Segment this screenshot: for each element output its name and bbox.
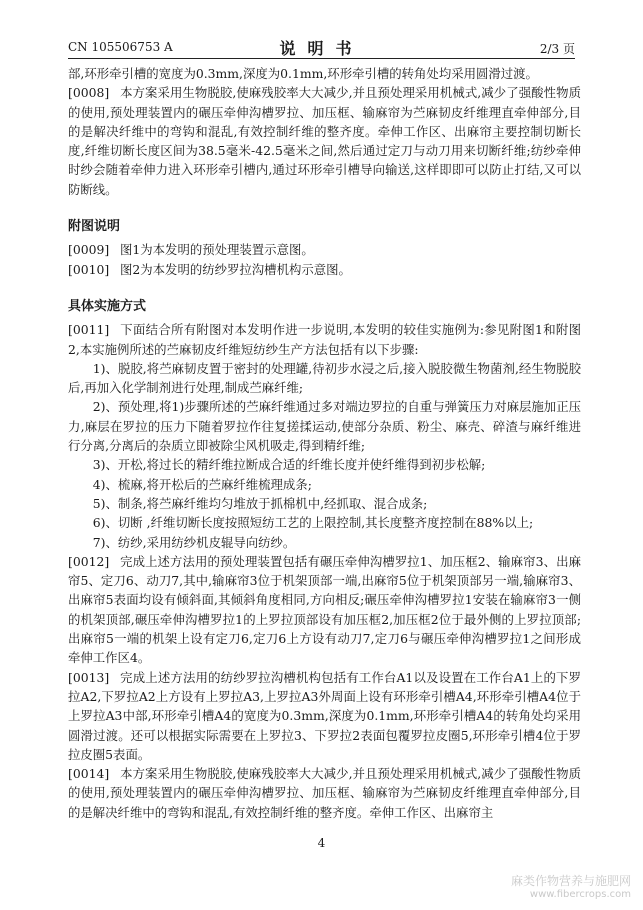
paragraph-number: [0014] [68,766,110,782]
paragraph-number: [0010] [68,261,110,277]
page-number: 4 [317,836,326,850]
paragraph-number: [0008] [68,85,110,101]
page-header [68,38,575,56]
paragraph-text: 完成上述方法用的纺纱罗拉沟槽机构包括有工作台A1以及设置在工作台A1上的下罗拉A2,下罗拉A2上方设有上罗拉A3,上罗拉A3外周面上设有环形牵引槽A4,环形牵引槽A4位于上罗拉A3中部,环形牵引槽A4的宽度为0.3mm,深度为0.1mm,环形牵引槽A4的转角处均采用圆滑过渡。还可以根据实际需要在上罗拉3、下罗拉2表面包覆罗拉皮圈5,环形牵引槽4位于罗拉皮圈5表面。 [68,669,581,762]
paragraph: 2)、预处理,将1)步骤所述的苎麻纤维通过多对端边罗拉的自重与弹簧压力对麻层施加正压力,麻层在罗拉的压力下随着罗拉作往复搓揉运动,使部分杂质、粉尘、麻壳、碎渣与麻纤维进行分离,分离后的杂质立即被除尘风机吸走,得到精纤维; [68,399,581,454]
paragraph [68,320,581,359]
paragraph-text: 完成上述方法用的预处理装置包括有碾压牵伸沟槽罗拉1、加压框2、输麻帘3、出麻帘5、定刀6、动刀7,其中,输麻帘3位于机架顶部一端,出麻帘5位于机架顶部另一端,输麻帘3、出麻帘5表面均设有倾斜面,其倾斜角度相同,方向相反;碾压牵伸沟槽罗拉1安装在输麻帘3一侧的机架顶部,碾压牵伸沟槽罗拉1的上罗拉顶部设有加压框2,加压框2位于最外侧的上罗拉顶部;出麻帘5一端的机架上设有定刀6,定刀6上方设有动刀7,定刀6与碾压牵伸沟槽罗拉1之间形成牵伸工作区4。 [68,553,581,666]
paragraph [68,83,581,199]
watermark-text: 麻类作物营养与施肥网 [510,874,631,888]
patent-number: CN 105506753 A [68,40,173,54]
page-indicator: 2/3 页 [539,42,575,56]
document-body [68,64,581,822]
watermark-url: www.fibercrops.com [529,889,631,900]
paragraph [68,240,581,259]
paragraph-text: 图1为本发明的预处理装置示意图。 [120,242,314,258]
watermark [511,874,631,902]
paragraph-text: 本方案采用生物脱胶,使麻残胶率大大减少,并且预处理采用机械式,减少了强酸性物质的使用,预处理装置内的碾压牵伸沟槽罗拉、加压框、输麻帘为苎麻韧皮纤维理直牵伸部分,目的是解决纤维中的弯钩和混乱,有效控制纤维的整齐度。牵伸工作区、出麻帘主 [68,766,581,820]
paragraph [68,764,581,822]
paragraph: 部,环形牵引槽的宽度为0.3mm,深度为0.1mm,环形牵引槽的转角处均采用圆滑过渡。 [68,66,538,81]
document-title: 说明书 [279,39,364,58]
paragraph-number: [0011] [68,322,110,338]
paragraph: 4)、梳麻,将开松后的苎麻纤维梳理成条; [92,476,312,492]
section-heading: 附图说明 [68,219,121,235]
paragraph-text: 本方案采用生物脱胶,使麻残胶率大大减少,并且预处理采用机械式,减少了强酸性物质的使用,预处理装置内的碾压牵伸沟槽罗拉、加压框、输麻帘为苎麻韧皮纤维理直牵伸部分,目的是解决纤维中的弯钩和混乱,有效控制纤维的整齐度。牵伸工作区、出麻帘主要控制切断长度,纤维切断长度区间为38.5毫米-42.5毫米之间,然后通过定刀与动刀用来切断纤维;纺纱牵伸时纱会随着牵伸力进入环形牵引槽内,通过环形牵引槽导向输送,这样即即可以防止打结,又可以防断线。 [68,85,581,197]
paragraph: 5)、制条,将苎麻纤维均匀堆放于抓棉机中,经抓取、混合成条; [92,495,428,511]
paragraph: 3)、开松,将过长的精纤维拉断成合适的纤维长度并使纤维得到初步松解; [92,457,486,473]
paragraph-text: 图2为本发明的纺纱罗拉沟槽机构示意图。 [120,261,351,277]
paragraph: 6)、切断 ,纤维切断长度按照短纺工艺的上限控制,其长度整齐度控制在88%以上; [92,515,534,531]
paragraph [68,552,581,668]
paragraph-text: 下面结合所有附图对本发明作进一步说明,本发明的较佳实施例为:参见附图1和附图2,本实施例所述的苎麻韧皮纤维短纺纱生产方法包括有以下步骤: [68,322,581,357]
section-heading: 具体实施方式 [68,298,147,314]
paragraph-number: [0009] [68,242,110,258]
header-rule [68,58,575,59]
paragraph [68,260,581,279]
paragraph-number: [0013] [68,669,110,685]
paragraph: 1)、脱胶,将苎麻韧皮置于密封的处理罐,待初步水浸之后,接入脱胶微生物菌剂,经生物脱胶后,再加入化学制剂进行处理,制成苎麻纤维; [68,360,581,396]
paragraph-number: [0012] [68,553,110,569]
paragraph: 7)、纺纱,采用纺纱机皮辊导向纺纱。 [92,534,296,550]
paragraph [68,668,581,764]
